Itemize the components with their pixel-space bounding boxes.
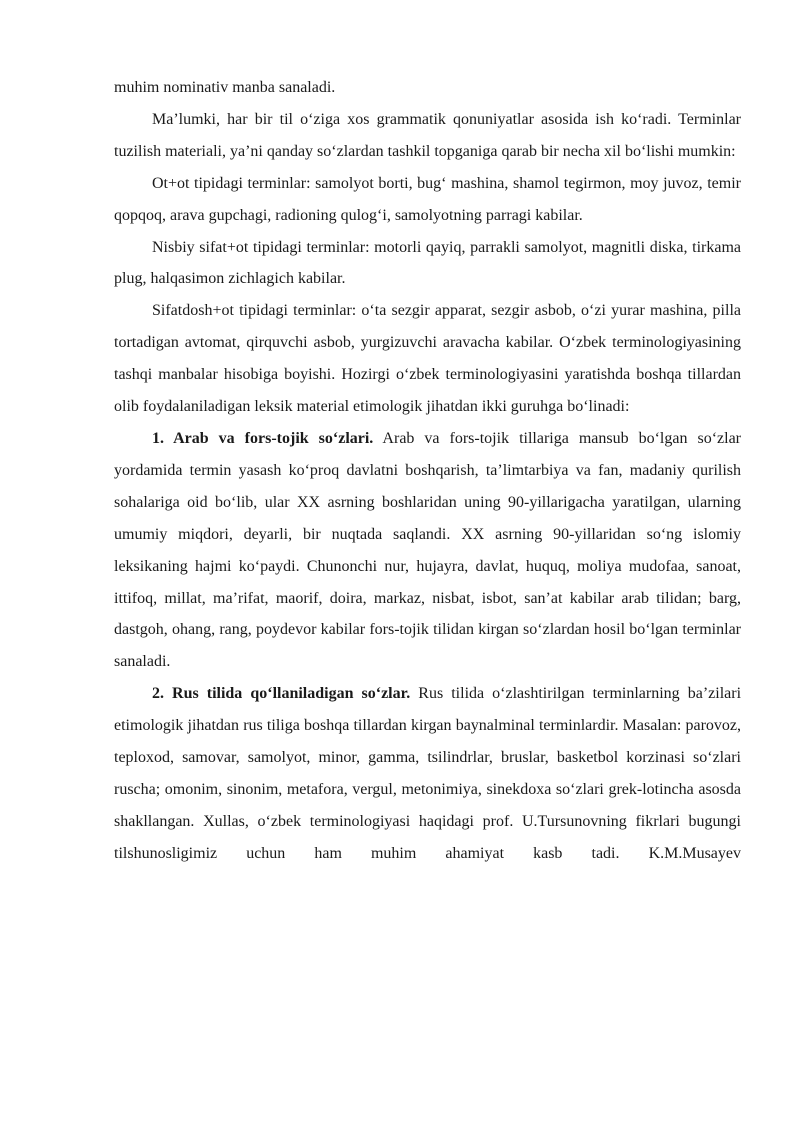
- section-text-russian: Rus tilida o‘zlashtirilgan terminlarning ba’zilari etimologik jihatdan rus tiliga boshqa tillardan kirgan baynalminal terminlardir. Masalan: parovoz, teploxod, samovar, samolyot, minor, gamma, tsilindrlar, bruslar, basketbol korzinasi so‘zlari ruscha; omonim, sinonim, metafora, vergul, metonimiya, sinekdoxa so‘zlari grek-lotincha asosda shakllangan. Xullas, o‘zbek terminologiyasi haqidagi prof. U.Tursunovning fikrlari bugungi tilshunosligimiz uchun ham muhim ahamiyat kasb tadi. K.M.Musayev: [114, 685, 742, 862]
- paragraph-continuation: muhim nominativ manba sanaladi.: [114, 79, 336, 96]
- section-heading-russian: 2. Rus tilida qo‘llaniladigan so‘zlar.: [152, 685, 411, 703]
- section-text-arab-persian: Arab va fors-tojik tillariga mansub bo‘lgan so‘zlar yordamida termin yasash ko‘proq davlatni boshqarish, ta’limtarbiya va fan, madaniy qurilish sohalariga oid bo‘lib, ular XX asrning boshlaridan uning 90-yillarigacha yaratilgan, ularning umumiy miqdori, deyarli, bir nuqtada saqlandi. XX asrning 90-yillaridan so‘ng islomiy leksikaning hajmi ko‘paydi. Chunonchi nur, hujayra, davlat, huquq, moliya mudofaa, sanoat, ittifoq, millat, ma’rifat, maorif, doira, markaz, nisbat, isbot, san’at kabilar arab tilidan; barg, dastgoh, ohang, rang, poydevor kabilar fors-tojik tilidan kirgan so‘zlardan hosil bo‘lgan terminlar sanaladi.: [114, 429, 741, 671]
- paragraph-russian-words: [114, 678, 741, 869]
- paragraph-adjective-noun-terms: Nisbiy sifat+ot tipidagi terminlar: motorli qayiq, parrakli samolyot, magnitli diska, tirkama plug, halqasimon zichlagich kabilar.: [114, 238, 741, 288]
- paragraph-intro: Ma’lumki, har bir til o‘ziga xos grammatik qonuniyatlar asosida ish ko‘radi. Terminlar tuzilish materiali, ya’ni qanday so‘zlardan tashkil topganiga qarab bir necha xil bo‘lishi mumkin:: [114, 110, 741, 160]
- paragraph-arab-persian-words: [114, 423, 741, 678]
- paragraph-noun-noun-terms: Ot+ot tipidagi terminlar: samolyot borti, bug‘ mashina, shamol tegirmon, moy juvoz, temir qopqoq, arava gupchagi, radioning qulog‘i, samolyotning parragi kabilar.: [114, 174, 741, 224]
- section-heading-arab-persian: 1. Arab va fors-tojik so‘zlari.: [152, 429, 374, 447]
- document-page: [114, 72, 741, 870]
- paragraph-participle-noun-terms: Sifatdosh+ot tipidagi terminlar: o‘ta sezgir apparat, sezgir asbob, o‘zi yurar mashina, pilla tortadigan avtomat, qirquvchi asbob, yurgizuvchi aravacha kabilar. O‘zbek terminologiyasining tashqi manbalar hisobiga boyishi. Hozirgi o‘zbek terminologiyasini yaratishda boshqa tillardan olib foydalaniladigan leksik material etimologik jihatdan ikki guruhga bo‘linadi:: [114, 302, 741, 416]
